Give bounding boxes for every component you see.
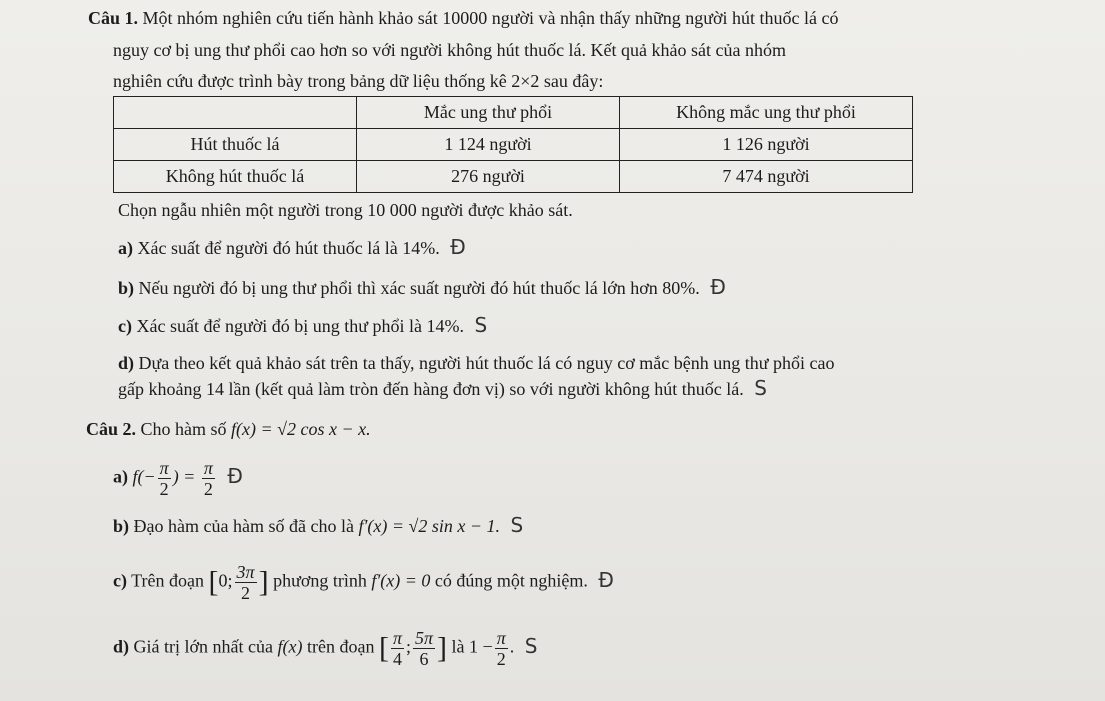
item-label: b)	[113, 516, 130, 536]
table-cell: Mắc ung thư phổi	[357, 97, 620, 129]
item-text: Xác suất để người đó hút thuốc lá là 14%.	[137, 238, 440, 258]
item-text: Dựa theo kết quả khảo sát trên ta thấy, người hút thuốc lá có nguy cơ mắc bệnh ung thư phổi cao	[138, 353, 835, 373]
frac-den: 2	[159, 479, 169, 499]
item-text: là	[451, 636, 465, 657]
table-row	[114, 161, 913, 193]
frac-num: π	[496, 628, 506, 648]
math-expr: 0;	[218, 570, 233, 591]
math-expr: f′(x) = √2 sin x − 1.	[358, 516, 501, 536]
bracket-left-icon: [	[378, 631, 389, 665]
frac-num: 3π	[236, 562, 255, 582]
item-text: Xác suất để người đó bị ung thư phổi là 14%.	[136, 316, 464, 336]
q2-intro	[86, 418, 371, 440]
table-cell: Hút thuốc lá	[114, 129, 357, 161]
item-text: gấp khoảng 14 lần (kết quả làm tròn đến hàng đơn vị) so với người không hút thuốc lá.	[118, 379, 744, 399]
q1-intro-line2: nguy cơ bị ung thư phổi cao hơn so với người không hút thuốc lá. Kết quả khảo sát của nhóm	[113, 40, 786, 60]
q2-label: Câu 2.	[86, 419, 137, 439]
frac-den: 2	[241, 583, 251, 603]
q2-item-d: d) Giá trị lớn nhất của f(x) trên đoạn [ $\frac{\pi}{4}$ ; $\frac{5\pi}{6}$ ] là 1 − $\frac{\pi}{2}$ . S	[113, 628, 538, 669]
math-expr: 1 −	[469, 636, 493, 657]
bracket-right-icon: ]	[258, 565, 269, 599]
item-label: d)	[113, 636, 130, 657]
handwritten-mark: Đ	[450, 235, 466, 259]
table-cell: 7 474 người	[620, 161, 913, 193]
table-row	[114, 129, 913, 161]
frac-num: π	[392, 628, 402, 648]
frac-den: 4	[392, 649, 402, 669]
handwritten-mark: S	[474, 313, 488, 337]
frac-num: π	[159, 458, 169, 478]
bracket-left-icon: [	[208, 565, 219, 599]
item-label: a)	[118, 238, 133, 258]
q2-item-c	[113, 562, 614, 603]
table-cell: 276 người	[357, 161, 620, 193]
item-label: a)	[113, 466, 128, 487]
item-text: Giá trị lớn nhất của	[133, 636, 273, 657]
frac-num: π	[203, 458, 213, 478]
item-text: phương trình	[273, 570, 367, 591]
fraction	[202, 458, 215, 499]
table-cell: 1 124 người	[357, 129, 620, 161]
fraction	[495, 628, 508, 669]
handwritten-mark: Đ	[598, 567, 614, 592]
item-text: Nếu người đó bị ung thư phổi thì xác suất người đó hút thuốc lá lớn hơn 80%.	[138, 278, 700, 298]
frac-num: 5π	[415, 628, 434, 648]
table-cell: Không mắc ung thư phổi	[620, 97, 913, 129]
frac-den: 6	[419, 649, 429, 669]
item-text: trên đoạn	[306, 636, 375, 657]
table-cell: 1 126 người	[620, 129, 913, 161]
item-text: Trên đoạn	[131, 570, 205, 591]
fraction	[235, 562, 257, 603]
table-header-row	[114, 97, 913, 129]
item-text: Đạo hàm của hàm số đã cho là	[133, 516, 354, 536]
handwritten-mark: Đ	[227, 463, 243, 488]
bracket-right-icon: ]	[437, 631, 448, 665]
handwritten-mark: S	[754, 376, 767, 400]
item-label: b)	[118, 278, 135, 298]
q1-label: Câu 1.	[88, 8, 139, 28]
q2-function: f(x) = √2 cos x − x.	[231, 419, 371, 439]
q1-intro-line3: nghiên cứu được trình bày trong bảng dữ liệu thống kê 2×2 sau đây:	[113, 71, 604, 91]
q1-item-c	[118, 314, 487, 337]
item-label: c)	[113, 570, 127, 591]
q1-item-d-line2	[118, 377, 767, 400]
fraction	[413, 628, 435, 669]
handwritten-mark: Đ	[710, 275, 726, 299]
q1-after-table: Chọn ngẫu nhiên một người trong 10 000 người được khảo sát.	[118, 200, 573, 220]
q1-intro-text1: Một nhóm nghiên cứu tiến hành khảo sát 10000 người và nhận thấy những người hút thuốc lá có	[142, 8, 839, 28]
q2-intro-text: Cho hàm số	[140, 419, 227, 439]
item-label: d)	[118, 353, 135, 373]
q1-item-a	[118, 236, 466, 259]
math-expr: ) =	[172, 466, 200, 487]
q1-item-b	[118, 276, 726, 299]
math-expr: f′(x) = 0	[371, 570, 431, 591]
fraction	[391, 628, 404, 669]
math-expr: f(−	[132, 466, 156, 487]
math-expr: f(x)	[277, 636, 303, 657]
q1-intro-line1	[88, 7, 838, 29]
q2-item-a	[113, 458, 243, 499]
q1-item-d-line1	[118, 352, 834, 374]
survey-table	[113, 96, 913, 193]
frac-den: 2	[496, 649, 506, 669]
table-cell: Không hút thuốc lá	[114, 161, 357, 193]
item-label: c)	[118, 316, 132, 336]
frac-den: 2	[203, 479, 213, 499]
q2-item-b	[113, 514, 523, 537]
handwritten-mark: S	[510, 513, 524, 537]
item-text: có đúng một nghiệm.	[434, 570, 588, 591]
fraction	[158, 458, 171, 499]
table-cell	[114, 97, 357, 129]
handwritten-mark: S	[524, 633, 538, 658]
